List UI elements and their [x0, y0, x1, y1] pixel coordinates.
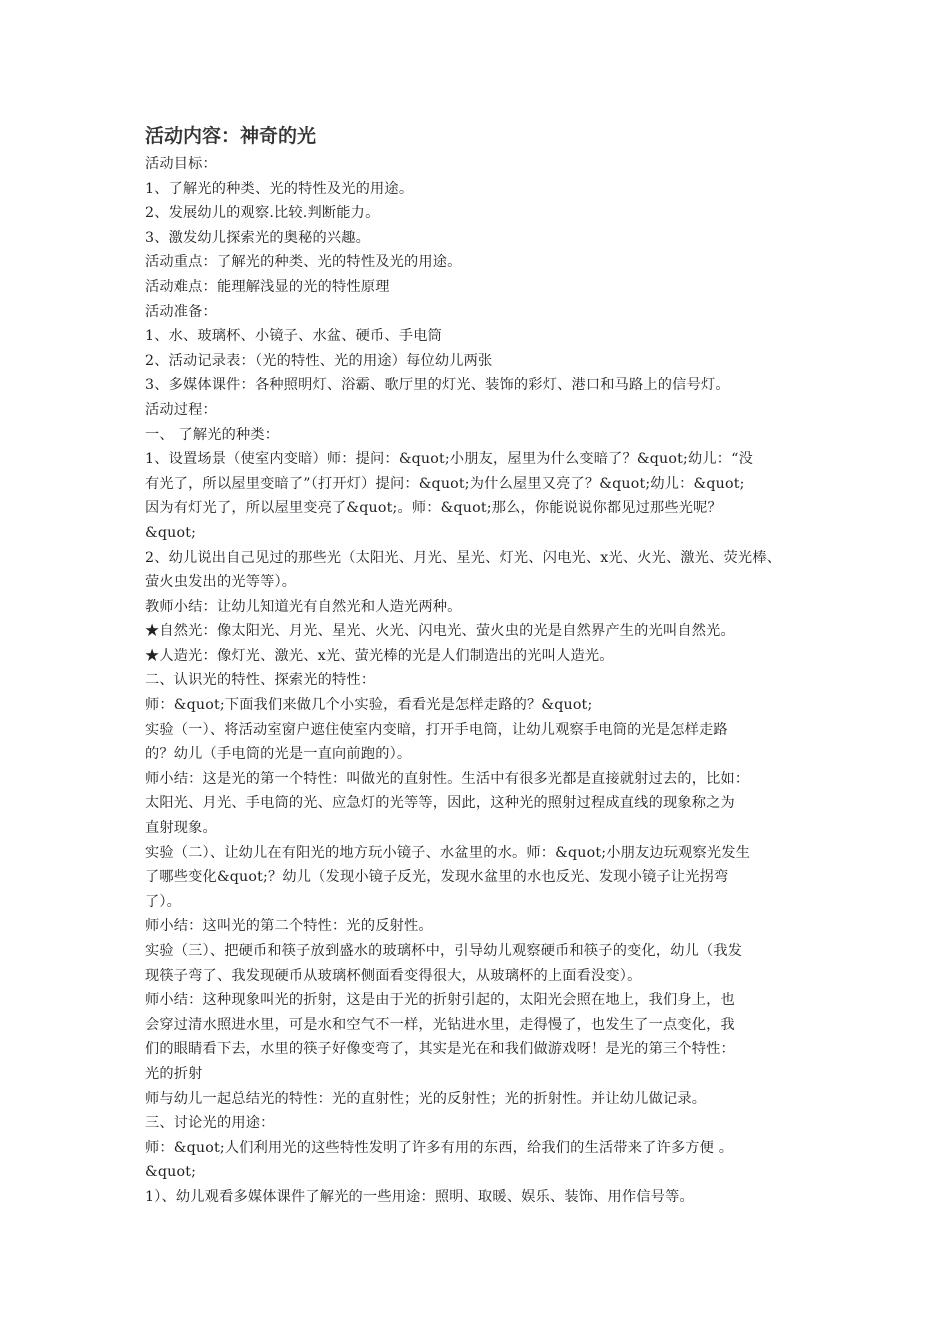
text-line: 活动难点：能理解浅显的光的特性原理 [145, 278, 390, 295]
text-line: 师小结：这叫光的第二个特性：光的反射性。 [145, 918, 433, 935]
text-line: 3、激发幼儿探索光的奥秘的兴趣。 [145, 229, 371, 246]
document-title: 活动内容：神奇的光 [145, 125, 317, 147]
text-line: 因为有灯光了，所以屋里变亮了&quot;。师：&quot;那么，你能说说你都见过那些光呢？ [145, 500, 722, 517]
text-line: 2、发展幼儿的观察.比较.判断能力。 [145, 205, 380, 222]
text-line: 活动目标： [145, 156, 217, 172]
text-line: 实验（二）、让幼儿在有阳光的地方玩小镜子、水盆里的水。师：&quot;小朋友边玩观察光发生 [145, 844, 751, 861]
text-line: 光的折射 [145, 1065, 203, 1082]
text-line: 的？幼儿（手电筒的光是一直向前跑的）。 [145, 746, 412, 763]
text-line: 师与幼儿一起总结光的特性：光的直射性；光的反射性；光的折射性。并让幼儿做记录。 [145, 1090, 707, 1107]
document-page [145, 120, 835, 1210]
text-line: 二、认识光的特性、探索光的特性： [145, 672, 376, 689]
document-body [145, 152, 835, 1210]
text-line: 1、水、玻璃杯、小镜子、水盆、硬币、手电筒 [145, 328, 442, 345]
text-line: &quot; [145, 1164, 197, 1181]
text-line: ★自然光：像太阳光、月光、星光、火光、闪电光、萤火虫的光是自然界产生的光叫自然光。 [145, 623, 735, 640]
text-line: 实验（三）、把硬币和筷子放到盛水的玻璃杯中，引导幼儿观察硬币和筷子的变化，幼儿（我发 [145, 943, 743, 959]
text-line: 们的眼睛看下去，水里的筷子好像变弯了，其实是光在和我们做游戏呀！是光的第三个特性： [145, 1041, 735, 1058]
text-line: 了哪些变化&quot;？幼儿（发现小镜子反光，发现水盆里的水也反光、发现小镜子让光拐弯 [145, 869, 729, 886]
text-line: 3、多媒体课件：各种照明灯、浴霸、歌厅里的灯光、装饰的彩灯、港口和马路上的信号灯。 [145, 377, 730, 394]
text-line: &quot; [145, 524, 197, 541]
text-line: 师：&quot;人们利用光的这些特性发明了许多有用的东西，给我们的生活带来了许多方便 。 [145, 1139, 734, 1156]
text-line: 活动重点：了解光的种类、光的特性及光的用途。 [145, 254, 462, 271]
text-line: 师：&quot;下面我们来做几个小实验，看看光是怎样走路的？&quot; [145, 697, 593, 714]
text-line: ★人造光：像灯光、激光、x光、萤光棒的光是人们制造出的光叫人造光。 [145, 647, 614, 664]
text-line: 2、幼儿说出自己见过的那些光（太阳光、月光、星光、灯光、闪电光、x光、火光、激光、荧光棒、 [145, 549, 782, 566]
text-line: 太阳光、月光、手电筒的光、应急灯的光等等，因此，这种光的照射过程成直线的现象称之为 [145, 795, 735, 812]
text-line: 活动准备： [145, 303, 217, 320]
text-line: 会穿过清水照进水里，可是水和空气不一样，光钻进水里，走得慢了，也发生了一点变化，我 [145, 1016, 735, 1033]
text-line: 1）、幼儿观看多媒体课件了解光的一些用途：照明、取暖、娱乐、装饰、用作信号等。 [145, 1188, 694, 1205]
text-line: 三、讨论光的用途： [145, 1115, 275, 1132]
text-line: 萤火虫发出的光等等）。 [145, 574, 297, 591]
text-line: 有光了，所以屋里变暗了”（打开灯）提问：&quot;为什么屋里又亮了？&quot;幼儿：&quot; [145, 475, 745, 492]
text-line: 实验（一）、将活动室窗户遮住使室内变暗，打开手电筒，让幼儿观察手电筒的光是怎样走路 [145, 721, 728, 738]
text-line: 了）。 [145, 893, 182, 910]
text-line: 师小结：这种现象叫光的折射，这是由于光的折射引起的，太阳光会照在地上，我们身上，也 [145, 992, 735, 1009]
text-line: 直射现象。 [145, 820, 217, 837]
text-line: 1、了解光的种类、光的特性及光的用途。 [145, 180, 414, 197]
text-line: 一、 了解光的种类： [145, 426, 280, 443]
text-line: 活动过程： [145, 401, 217, 418]
text-line: 师小结：这是光的第一个特性：叫做光的直射性。生活中有很多光都是直接就射过去的，比如： [145, 770, 750, 787]
text-line: 1、设置场景（使室内变暗）师：提问：&quot;小朋友，屋里为什么变暗了？&quot;幼儿：“没 [145, 451, 753, 468]
text-line: 2、活动记录表：（光的特性、光的用途）每位幼儿两张 [145, 352, 493, 369]
text-line: 教师小结：让幼儿知道光有自然光和人造光两种。 [145, 598, 462, 615]
text-line: 现筷子弯了、我发现硬币从玻璃杯侧面看变得很大，从玻璃杯的上面看没变）。 [145, 967, 642, 984]
